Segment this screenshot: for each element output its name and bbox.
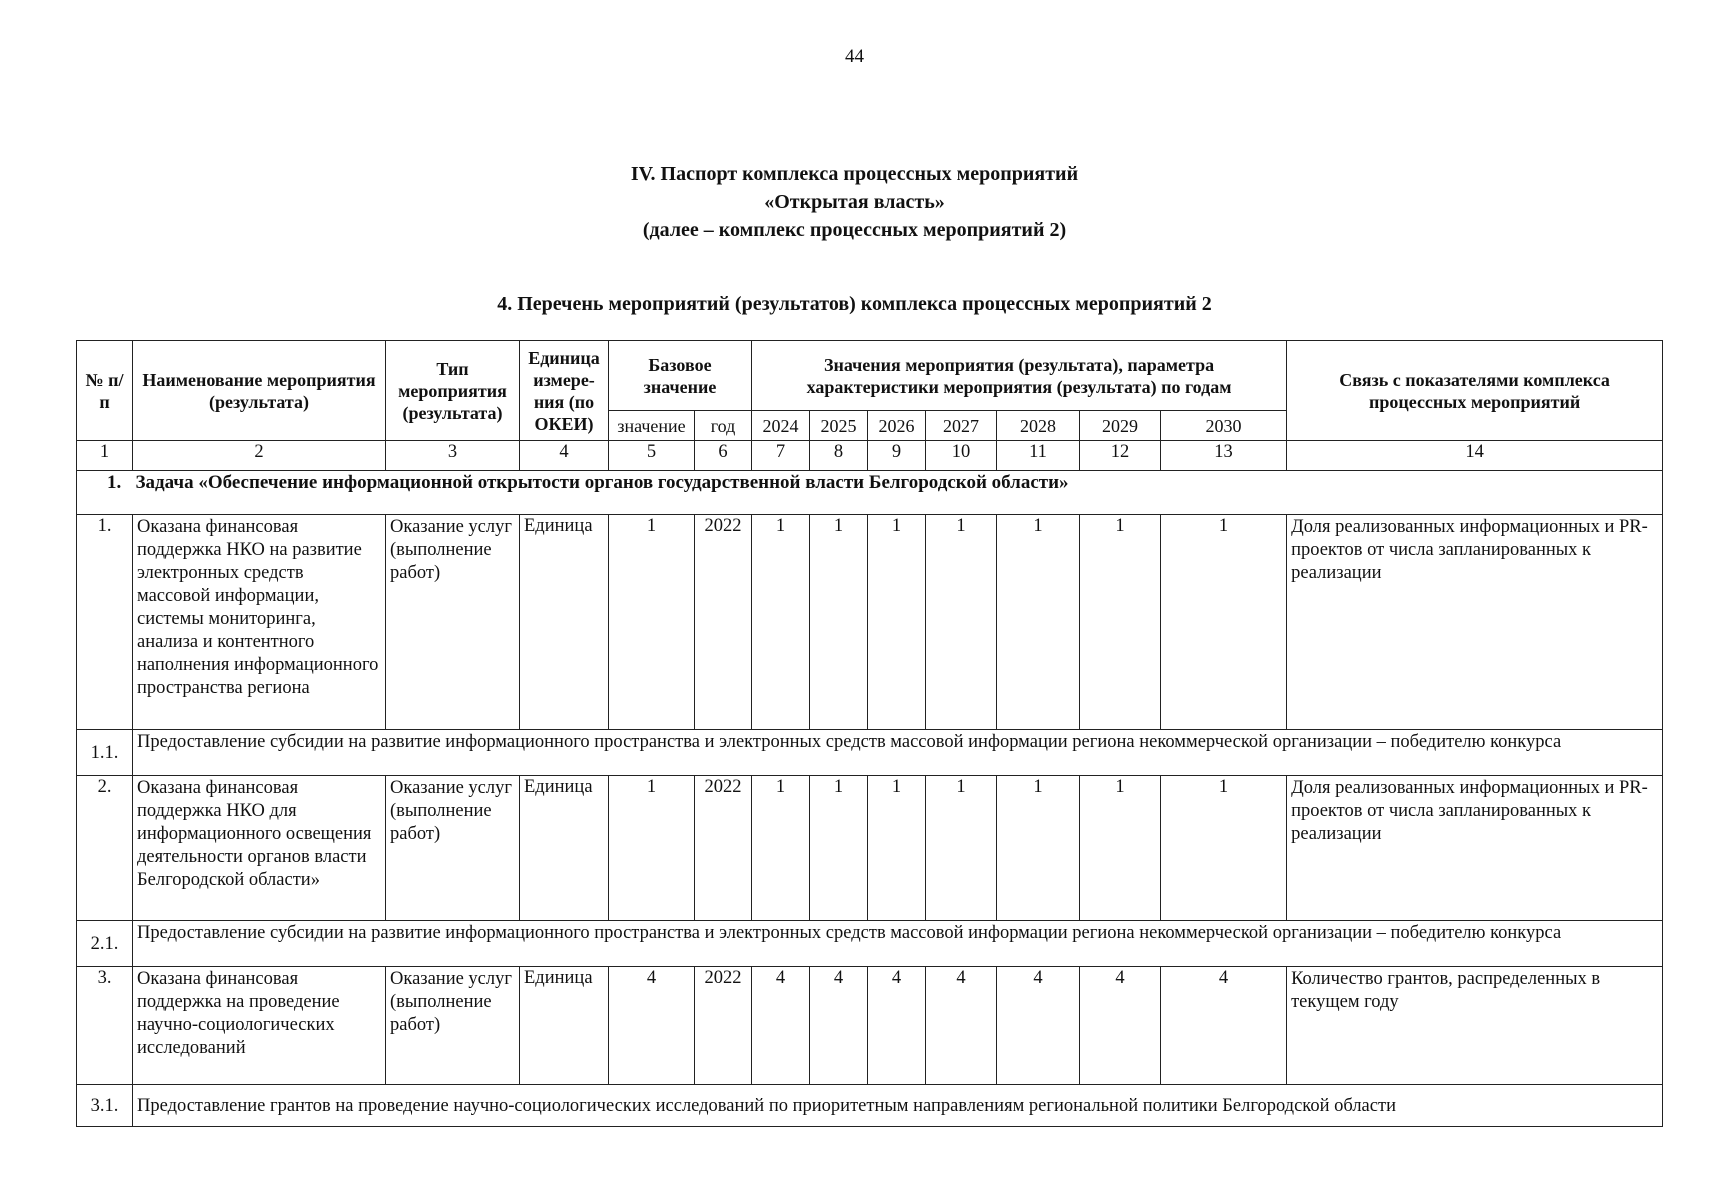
header-year: 2028	[997, 411, 1080, 441]
row-num: 1.	[77, 515, 133, 730]
row-value: 1	[997, 776, 1080, 921]
row-base-value: 1	[609, 515, 695, 730]
header-year: 2024	[752, 411, 810, 441]
row-value: 4	[868, 967, 926, 1085]
header-year: 2029	[1080, 411, 1161, 441]
row-unit: Единица	[520, 515, 609, 730]
row-value: 1	[1080, 515, 1161, 730]
row-name: Оказана финансовая поддержка НКО на развитие электронных средств массовой информации, системы мониторинга, анализа и контентного наполнения информационного пространства региона	[133, 515, 386, 730]
subtask-row	[77, 1085, 1663, 1127]
row-value: 1	[926, 776, 997, 921]
row-value: 4	[926, 967, 997, 1085]
header-unit: Единица измере-ния (по ОКЕИ)	[520, 341, 609, 441]
document-title	[0, 160, 1709, 244]
row-value: 1	[1161, 776, 1287, 921]
row-value: 4	[752, 967, 810, 1085]
row-base-year: 2022	[695, 776, 752, 921]
header-base-value: значение	[609, 411, 695, 441]
task-text: Задача «Обеспечение информационной открытости органов государственной власти Белгородской области»	[135, 472, 1069, 493]
subtask-num: 3.1.	[77, 1085, 133, 1127]
col-number: 10	[926, 441, 997, 471]
row-value: 1	[752, 515, 810, 730]
row-value: 1	[1161, 515, 1287, 730]
header-name: Наименование мероприятия (результата)	[133, 341, 386, 441]
title-line-3: (далее – комплекс процессных мероприятий 2)	[642, 219, 1067, 241]
row-value: 1	[868, 776, 926, 921]
table-row	[77, 776, 1663, 921]
row-base-value: 4	[609, 967, 695, 1085]
header-type: Тип мероприятия (результата)	[386, 341, 520, 441]
column-number-row	[77, 441, 1663, 471]
col-number: 12	[1080, 441, 1161, 471]
header-base-year: год	[695, 411, 752, 441]
measures-table	[76, 340, 1663, 1127]
row-value: 1	[810, 515, 868, 730]
row-type: Оказание услуг (выполнение работ)	[386, 967, 520, 1085]
table-row	[77, 515, 1663, 730]
row-value: 1	[997, 515, 1080, 730]
header-link: Связь с показателями комплекса процессных мероприятий	[1287, 341, 1663, 441]
row-type: Оказание услуг (выполнение работ)	[386, 776, 520, 921]
row-base-value: 1	[609, 776, 695, 921]
col-number: 1	[77, 441, 133, 471]
row-value: 1	[868, 515, 926, 730]
col-number: 8	[810, 441, 868, 471]
header-values: Значения мероприятия (результата), параметра характеристики мероприятия (результата) по годам	[752, 341, 1287, 411]
row-name: Оказана финансовая поддержка на проведение научно-социологических исследований	[133, 967, 386, 1085]
subtask-num: 1.1.	[77, 730, 133, 776]
page-number: 44	[845, 46, 864, 67]
row-link: Доля реализованных информационных и PR-проектов от числа запланированных к реализации	[1287, 776, 1663, 921]
row-base-year: 2022	[695, 515, 752, 730]
header-year: 2027	[926, 411, 997, 441]
col-number: 11	[997, 441, 1080, 471]
row-unit: Единица	[520, 776, 609, 921]
task-cell	[77, 471, 1663, 515]
row-value: 1	[926, 515, 997, 730]
row-link: Количество грантов, распределенных в текущем году	[1287, 967, 1663, 1085]
row-base-year: 2022	[695, 967, 752, 1085]
title-line-2: «Открытая власть»	[764, 191, 945, 213]
subtask-text: Предоставление грантов на проведение научно-социологических исследований по приоритетным направлениям региональной политики Белгородской области	[133, 1085, 1663, 1127]
row-type: Оказание услуг (выполнение работ)	[386, 515, 520, 730]
row-link: Доля реализованных информационных и PR-проектов от числа запланированных к реализации	[1287, 515, 1663, 730]
col-number: 3	[386, 441, 520, 471]
table-row	[77, 967, 1663, 1085]
subtask-num: 2.1.	[77, 921, 133, 967]
row-value: 1	[1080, 776, 1161, 921]
subtask-text: Предоставление субсидии на развитие информационного пространства и электронных средств массовой информации региона некоммерческой организации – победителю конкурса	[133, 730, 1663, 776]
subtask-text: Предоставление субсидии на развитие информационного пространства и электронных средств массовой информации региона некоммерческой организации – победителю конкурса	[133, 921, 1663, 967]
row-value: 4	[1080, 967, 1161, 1085]
row-value: 4	[997, 967, 1080, 1085]
row-value: 1	[752, 776, 810, 921]
header-num: № п/п	[77, 341, 133, 441]
header-year: 2026	[868, 411, 926, 441]
col-number: 14	[1287, 441, 1663, 471]
col-number: 5	[609, 441, 695, 471]
row-num: 2.	[77, 776, 133, 921]
task-num: 1.	[107, 472, 122, 493]
header-year: 2030	[1161, 411, 1287, 441]
task-row	[77, 471, 1663, 515]
subtask-row	[77, 730, 1663, 776]
col-number: 13	[1161, 441, 1287, 471]
section-subtitle: 4. Перечень мероприятий (результатов) комплекса процессных мероприятий 2	[497, 293, 1212, 315]
row-unit: Единица	[520, 967, 609, 1085]
header-base: Базовое значение	[609, 341, 752, 411]
col-number: 2	[133, 441, 386, 471]
header-year: 2025	[810, 411, 868, 441]
subtask-row	[77, 921, 1663, 967]
row-value: 4	[810, 967, 868, 1085]
row-num: 3.	[77, 967, 133, 1085]
col-number: 6	[695, 441, 752, 471]
row-value: 4	[1161, 967, 1287, 1085]
title-line-1: IV. Паспорт комплекса процессных мероприятий	[630, 163, 1079, 185]
row-name: Оказана финансовая поддержка НКО для информационного освещения деятельности органов власти Белгородской области»	[133, 776, 386, 921]
col-number: 4	[520, 441, 609, 471]
col-number: 9	[868, 441, 926, 471]
row-value: 1	[810, 776, 868, 921]
col-number: 7	[752, 441, 810, 471]
